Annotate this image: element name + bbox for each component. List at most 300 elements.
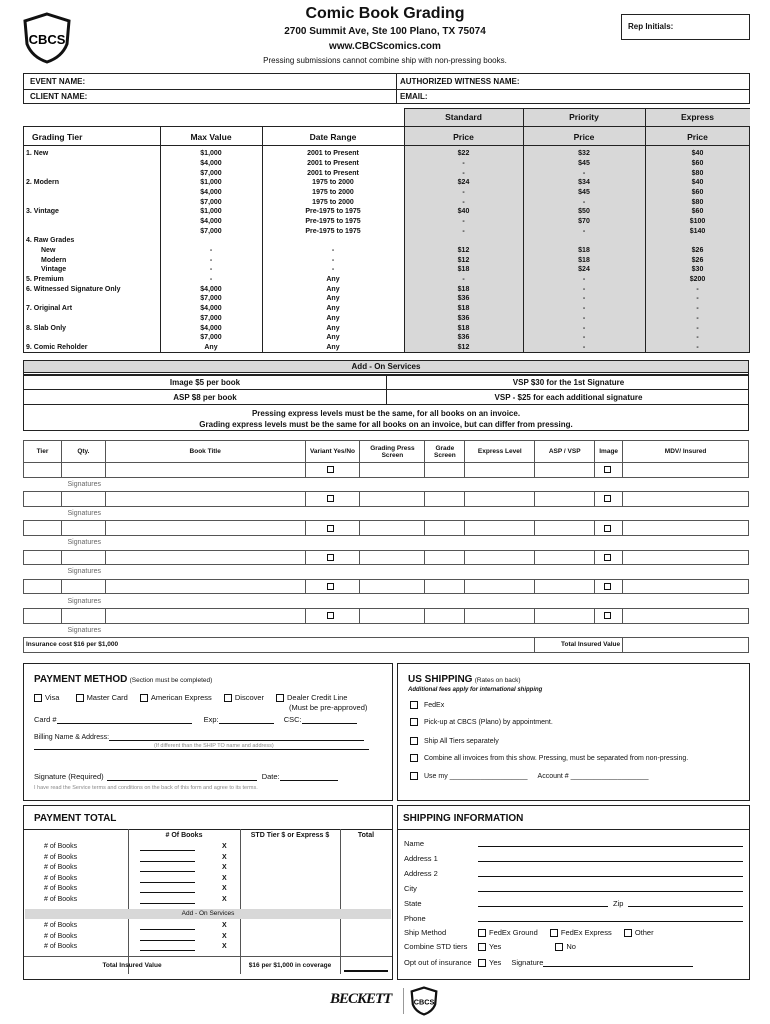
fedex-ground-option[interactable]: FedEx Ground	[478, 928, 538, 937]
of-books-header: # Of Books	[165, 832, 203, 839]
book-cell[interactable]	[360, 492, 425, 507]
multiply-sign: X	[222, 843, 227, 850]
name-input[interactable]	[478, 846, 743, 847]
priority-price-cell: -	[582, 324, 586, 332]
pricing-row	[23, 207, 750, 217]
signature-row[interactable]	[24, 594, 749, 609]
pickup-option[interactable]: Pick-up at CBCS (Plano) by appointment.	[410, 718, 553, 726]
book-cell[interactable]	[425, 492, 465, 507]
express-price-cell: $40	[691, 150, 704, 158]
book-cell[interactable]	[360, 579, 425, 594]
book-cell[interactable]	[465, 579, 535, 594]
tier-cell	[23, 217, 160, 227]
use-my-checkbox[interactable]	[410, 772, 418, 780]
book-row[interactable]	[24, 550, 749, 565]
max-value-cell: $4,000	[200, 217, 222, 225]
max-value-cell: $4,000	[200, 305, 222, 313]
book-row[interactable]	[24, 608, 749, 623]
date-range-cell: Any	[326, 285, 340, 293]
book-count-input[interactable]	[140, 843, 195, 851]
book-cell[interactable]	[105, 550, 305, 565]
column-header: Qty.	[61, 441, 105, 463]
max-value-header: Max Value	[190, 132, 232, 142]
column-header: Grade Screen	[425, 441, 465, 463]
date-range-cell: Pre-1975 to 1975	[305, 227, 361, 235]
exp-input[interactable]	[219, 723, 274, 724]
total-row[interactable]	[24, 864, 392, 875]
date-range-cell: Any	[326, 305, 340, 313]
other-option[interactable]: Other	[624, 928, 654, 937]
date-range-cell: 1975 to 2000	[312, 198, 354, 206]
dealer-checkbox[interactable]	[276, 694, 284, 702]
multiply-sign: X	[222, 853, 227, 861]
billing-input-2[interactable]	[34, 749, 369, 750]
cbcs-logo-text: CBCS	[28, 32, 66, 47]
payment-method-subtitle: (Section must be completed)	[129, 677, 213, 684]
of-books-label: # of Books	[44, 932, 78, 940]
date-label: Date:	[261, 772, 280, 781]
grading-tier-header: Grading Tier	[32, 132, 83, 142]
addon-row-1	[23, 375, 749, 390]
signature-label: Signature (Required)	[34, 772, 104, 781]
addon-vsp1: VSP $30 for the 1st Signature	[512, 378, 625, 387]
date-range-cell: 1975 to 2000	[312, 188, 354, 196]
express-price-cell: $26	[691, 247, 704, 255]
of-books-label: # of Books	[44, 943, 78, 950]
tier-cell	[23, 333, 160, 343]
pricing-row	[23, 197, 750, 207]
priority-price-cell: $24	[578, 266, 590, 274]
priority-price-cell: -	[582, 343, 586, 351]
pricing-row	[23, 168, 750, 178]
column-header: Image	[595, 441, 623, 463]
book-cell[interactable]	[360, 521, 425, 536]
signature-row[interactable]	[24, 477, 749, 492]
variant-checkbox[interactable]	[327, 583, 334, 590]
mastercard-option[interactable]: Master Card	[76, 693, 128, 702]
zip-label: Zip	[613, 899, 624, 908]
book-cell[interactable]	[360, 463, 425, 478]
book-cell[interactable]	[305, 579, 360, 594]
amex-checkbox[interactable]	[140, 694, 148, 702]
state-input[interactable]	[478, 906, 608, 907]
book-cell[interactable]	[425, 608, 465, 623]
image-checkbox[interactable]	[604, 495, 611, 502]
max-value-cell: $7,000	[200, 314, 222, 322]
tier-cell	[23, 159, 160, 169]
city-label: City	[404, 884, 417, 893]
witness-name-field[interactable]: AUTHORIZED WITNESS NAME:	[400, 77, 520, 86]
signature-input[interactable]	[107, 780, 257, 781]
fedex-express-checkbox[interactable]	[550, 929, 558, 937]
book-cell[interactable]	[535, 579, 595, 594]
pricing-row	[23, 217, 750, 227]
standard-price-cell: -	[462, 217, 465, 225]
client-info-grid	[23, 73, 750, 104]
address1-input[interactable]	[478, 861, 743, 862]
book-count-input[interactable]	[140, 896, 195, 904]
book-cell[interactable]	[61, 550, 105, 565]
express-price-cell	[645, 236, 750, 246]
column-header: Grading Press Screen	[360, 441, 425, 463]
date-range-cell	[262, 236, 404, 246]
pricing-row	[23, 178, 750, 188]
book-cell[interactable]	[535, 550, 595, 565]
card-label: Card #	[34, 715, 57, 724]
event-name-field[interactable]: EVENT NAME:	[30, 77, 86, 86]
date-range-cell: Any	[326, 314, 340, 322]
image-checkbox[interactable]	[604, 466, 611, 473]
book-count-input[interactable]	[140, 864, 195, 872]
beckett-logo: BECKETT	[330, 991, 392, 1007]
email-field[interactable]: EMAIL:	[400, 92, 428, 101]
signatures-label[interactable]: Signatures	[24, 477, 749, 492]
book-cell[interactable]	[465, 521, 535, 536]
book-cell[interactable]	[595, 521, 623, 536]
optout-yes-checkbox[interactable]	[478, 959, 486, 967]
amex-option[interactable]: American Express	[140, 693, 212, 702]
addon-vsp2: VSP - $25 for each additional signature	[494, 392, 643, 402]
standard-price-cell: $36	[457, 334, 470, 342]
pricing-row	[23, 343, 750, 353]
fedex-option[interactable]: FedEx	[410, 701, 444, 709]
express-price-cell: -	[696, 295, 699, 303]
max-value-cell: $7,000	[200, 227, 222, 235]
book-cell[interactable]	[535, 492, 595, 507]
of-books-label: # of Books	[44, 895, 78, 903]
pricing-row	[23, 227, 750, 237]
standard-price-cell: $24	[457, 179, 470, 187]
signature-row[interactable]	[24, 535, 749, 550]
book-count-input[interactable]	[140, 922, 195, 930]
signatures-label[interactable]: Signatures	[24, 594, 749, 609]
max-value-cell: $4,000	[200, 188, 222, 196]
total-row[interactable]	[24, 885, 392, 896]
book-row[interactable]	[24, 463, 749, 478]
express-header: Express	[680, 112, 715, 122]
card-number-input[interactable]	[57, 723, 192, 724]
rep-initials-field[interactable]	[621, 14, 750, 40]
phone-input[interactable]	[478, 921, 743, 922]
book-cell[interactable]	[535, 521, 595, 536]
priority-price-cell: $70	[578, 217, 590, 225]
visa-option[interactable]: Visa	[34, 693, 59, 702]
mastercard-checkbox[interactable]	[76, 694, 84, 702]
priority-price-cell: $18	[578, 256, 590, 264]
priority-price-cell: $45	[578, 188, 590, 196]
book-cell[interactable]	[623, 579, 749, 594]
account-field[interactable]: Account # ____________________	[537, 772, 649, 780]
billing-input[interactable]	[109, 740, 364, 741]
tier-cell: 7. Original Art	[26, 305, 73, 313]
express-price-cell: $60	[691, 208, 704, 216]
express-price-cell: -	[696, 305, 699, 313]
book-cell[interactable]	[61, 608, 105, 623]
date-range-cell: 1975 to 2000	[312, 179, 354, 187]
priority-price-cell: $34	[578, 179, 590, 187]
date-range-cell: Any	[326, 324, 340, 332]
express-price-cell: $40	[691, 179, 704, 187]
shipping-info-title: SHIPPING INFORMATION	[403, 813, 524, 824]
book-cell[interactable]	[105, 521, 305, 536]
tier-cell: Modern	[41, 256, 67, 264]
total-row[interactable]	[24, 933, 392, 944]
pricing-row	[23, 294, 750, 304]
book-cell[interactable]	[105, 579, 305, 594]
book-cell[interactable]	[465, 463, 535, 478]
fedex-ground-checkbox[interactable]	[478, 929, 486, 937]
image-checkbox[interactable]	[604, 583, 611, 590]
date-range-cell: -	[331, 256, 335, 264]
max-value-cell: $1,000	[200, 179, 222, 187]
pricing-rows	[23, 149, 750, 352]
us-shipping-title: US SHIPPING	[408, 674, 473, 685]
of-books-label: # of Books	[44, 864, 78, 871]
date-range-cell: Pre-1975 to 1975	[305, 217, 361, 225]
rep-initials-label: Rep Initials:	[628, 22, 674, 31]
total-insured-value-label: Total Insured Value	[535, 638, 623, 653]
multiply-sign: X	[222, 864, 227, 871]
zip-input[interactable]	[628, 906, 743, 907]
book-cell[interactable]	[360, 550, 425, 565]
book-cell[interactable]	[61, 463, 105, 478]
date-input[interactable]	[280, 780, 338, 781]
standard-price-cell	[404, 236, 523, 246]
book-count-input[interactable]	[140, 933, 195, 941]
csc-input[interactable]	[302, 723, 357, 724]
use-my-option[interactable]: Use my ____________________ Account # ____________________	[410, 772, 648, 780]
total-row[interactable]	[24, 875, 392, 886]
total-insured-value-input[interactable]	[623, 638, 749, 653]
express-price-cell: -	[696, 334, 699, 342]
book-count-input[interactable]	[140, 885, 195, 893]
addon-title-row	[23, 360, 749, 373]
book-cell[interactable]	[465, 550, 535, 565]
book-cell[interactable]	[24, 579, 62, 594]
book-cell[interactable]	[425, 579, 465, 594]
addon-title: Add - On Services	[351, 362, 421, 371]
signature-row[interactable]	[24, 506, 749, 521]
book-cell[interactable]	[305, 492, 360, 507]
book-cell[interactable]	[24, 463, 62, 478]
book-cell[interactable]	[623, 492, 749, 507]
book-cell[interactable]	[595, 550, 623, 565]
payment-method-title: PAYMENT METHOD	[34, 674, 128, 685]
book-cell[interactable]	[61, 521, 105, 536]
express-price-cell: $60	[691, 188, 704, 196]
addon-notes	[23, 405, 749, 431]
priority-price-cell: -	[582, 276, 586, 284]
discover-checkbox[interactable]	[224, 694, 232, 702]
book-cell[interactable]	[535, 608, 595, 623]
priority-price-header: Price	[573, 132, 595, 142]
book-cell[interactable]	[425, 463, 465, 478]
optout-signature-input[interactable]	[543, 966, 693, 967]
max-value-cell: $4,000	[200, 159, 222, 167]
book-row[interactable]	[24, 521, 749, 536]
signature-row[interactable]	[24, 565, 749, 580]
book-cell[interactable]	[425, 521, 465, 536]
priority-price-cell	[523, 236, 645, 246]
std-tier-header: STD Tier $ or Express $	[250, 832, 330, 839]
book-cell[interactable]	[24, 521, 62, 536]
priority-price-cell: -	[582, 227, 586, 235]
insured-total-input[interactable]	[344, 970, 388, 972]
total-insured-label: Total Insured Value	[102, 962, 162, 969]
footer-cbcs-logo	[410, 986, 438, 1016]
combine-no-checkbox[interactable]	[555, 943, 563, 951]
max-value-cell: -	[209, 266, 213, 274]
fedex-express-option[interactable]: FedEx Express	[550, 928, 612, 937]
variant-checkbox[interactable]	[327, 554, 334, 561]
optout-signature-label: Signature	[511, 958, 544, 967]
variant-checkbox[interactable]	[327, 495, 334, 502]
combine-yes-checkbox[interactable]	[478, 943, 486, 951]
book-cell[interactable]	[24, 550, 62, 565]
multiply-sign: X	[222, 885, 227, 892]
max-value-cell: $1,000	[200, 150, 222, 158]
standard-price-header: Price	[453, 132, 474, 142]
standard-price-cell: $40	[457, 208, 470, 216]
priority-price-cell: -	[582, 198, 586, 206]
book-cell[interactable]	[305, 463, 360, 478]
max-value-cell: Any	[204, 343, 218, 351]
book-cell[interactable]	[595, 608, 623, 623]
express-price-cell: $80	[691, 198, 704, 206]
book-cell[interactable]	[305, 608, 360, 623]
ship-separately-checkbox[interactable]	[410, 737, 418, 745]
tier-cell: Vintage	[41, 266, 67, 274]
book-cell[interactable]	[105, 492, 305, 507]
dealer-option[interactable]: Dealer Credit Line	[276, 693, 347, 702]
client-name-field[interactable]: CLIENT NAME:	[30, 92, 88, 101]
variant-checkbox[interactable]	[327, 525, 334, 532]
discover-option[interactable]: Discover	[224, 693, 264, 702]
combine-option[interactable]: Combine all invoices from this show. Pressing, must be separated from non-pressing.	[410, 754, 688, 762]
other-checkbox[interactable]	[624, 929, 632, 937]
of-books-label: # of Books	[44, 853, 78, 861]
total-row[interactable]	[24, 943, 392, 954]
pickup-checkbox[interactable]	[410, 718, 418, 726]
express-price-cell: $60	[691, 159, 704, 167]
date-range-cell: -	[331, 266, 335, 274]
ship-separately-option[interactable]: Ship All Tiers separately	[410, 737, 499, 745]
standard-price-cell: $12	[457, 247, 470, 255]
pricing-row	[23, 333, 750, 343]
pricing-row	[23, 285, 750, 295]
city-input[interactable]	[478, 891, 743, 892]
total-row[interactable]	[24, 854, 392, 865]
dealer-note: (Must be pre-approved)	[289, 703, 368, 712]
book-cell[interactable]	[623, 550, 749, 565]
book-cell[interactable]	[465, 492, 535, 507]
date-range-cell: 2001 to Present	[307, 159, 359, 167]
of-books-label: # of Books	[44, 843, 78, 850]
book-cell[interactable]	[360, 608, 425, 623]
book-cell[interactable]	[535, 463, 595, 478]
total-row[interactable]	[24, 896, 392, 907]
book-cell[interactable]	[595, 492, 623, 507]
book-cell[interactable]	[61, 579, 105, 594]
visa-checkbox[interactable]	[34, 694, 42, 702]
book-cell[interactable]	[623, 521, 749, 536]
image-checkbox[interactable]	[604, 525, 611, 532]
book-cell[interactable]	[595, 463, 623, 478]
priority-price-cell: -	[582, 169, 586, 177]
image-checkbox[interactable]	[604, 612, 611, 619]
pricing-row	[23, 246, 750, 256]
total-row[interactable]	[24, 922, 392, 933]
optout-yes-option[interactable]: Yes	[478, 958, 501, 967]
variant-checkbox[interactable]	[327, 466, 334, 473]
terms-note: I have read the Service terms and conditions on the back of this form and agree to its terms.	[34, 785, 258, 791]
book-count-input[interactable]	[140, 875, 195, 883]
combine-yes-option[interactable]: Yes	[478, 942, 501, 951]
book-count-input[interactable]	[140, 854, 195, 862]
signature-row[interactable]	[24, 623, 749, 638]
book-cell[interactable]	[305, 521, 360, 536]
book-cell[interactable]	[61, 492, 105, 507]
insurance-cost-label: Insurance cost $16 per $1,000	[24, 638, 535, 653]
express-price-cell: $100	[689, 217, 706, 225]
combine-checkbox[interactable]	[410, 754, 418, 762]
book-cell[interactable]	[24, 608, 62, 623]
date-range-header: Date Range	[309, 132, 357, 142]
book-cell[interactable]	[105, 463, 305, 478]
priority-price-cell: -	[582, 285, 586, 293]
express-price-cell: $26	[691, 256, 704, 264]
fedex-checkbox[interactable]	[410, 701, 418, 709]
total-row[interactable]	[24, 843, 392, 854]
book-count-input[interactable]	[140, 943, 195, 951]
pricing-row	[23, 149, 750, 159]
max-value-cell: $7,000	[200, 295, 222, 303]
tier-cell	[23, 168, 160, 178]
variant-checkbox[interactable]	[327, 612, 334, 619]
book-cell[interactable]	[595, 579, 623, 594]
priority-price-cell: -	[582, 314, 586, 322]
book-row[interactable]	[24, 579, 749, 594]
multiply-sign: X	[222, 943, 227, 950]
signatures-label[interactable]: Signatures	[24, 565, 749, 580]
total-addon-header: Add - On Services	[25, 909, 391, 919]
book-cell[interactable]	[465, 608, 535, 623]
signatures-label[interactable]: Signatures	[24, 506, 749, 521]
book-cell[interactable]	[623, 463, 749, 478]
book-cell[interactable]	[24, 492, 62, 507]
book-cell[interactable]	[305, 550, 360, 565]
image-checkbox[interactable]	[604, 554, 611, 561]
priority-price-cell: $18	[578, 247, 590, 255]
address2-input[interactable]	[478, 876, 743, 877]
book-cell[interactable]	[105, 608, 305, 623]
us-shipping-section	[397, 663, 750, 801]
signatures-label[interactable]: Signatures	[24, 535, 749, 550]
date-range-cell: Pre-1975 to 1975	[305, 208, 361, 216]
pricing-row	[23, 314, 750, 324]
priority-header: Priority	[569, 112, 599, 122]
column-header: Express Level	[465, 441, 535, 463]
book-cell[interactable]	[425, 550, 465, 565]
standard-price-cell: $18	[457, 305, 470, 313]
tier-cell: 8. Slab Only	[26, 324, 67, 332]
signatures-label[interactable]: Signatures	[24, 623, 749, 638]
combine-no-option[interactable]: No	[555, 942, 576, 951]
book-row[interactable]	[24, 492, 749, 507]
combine-std-label: Combine STD tiers	[404, 942, 468, 951]
book-cell[interactable]	[623, 608, 749, 623]
priority-price-cell: -	[582, 305, 586, 313]
